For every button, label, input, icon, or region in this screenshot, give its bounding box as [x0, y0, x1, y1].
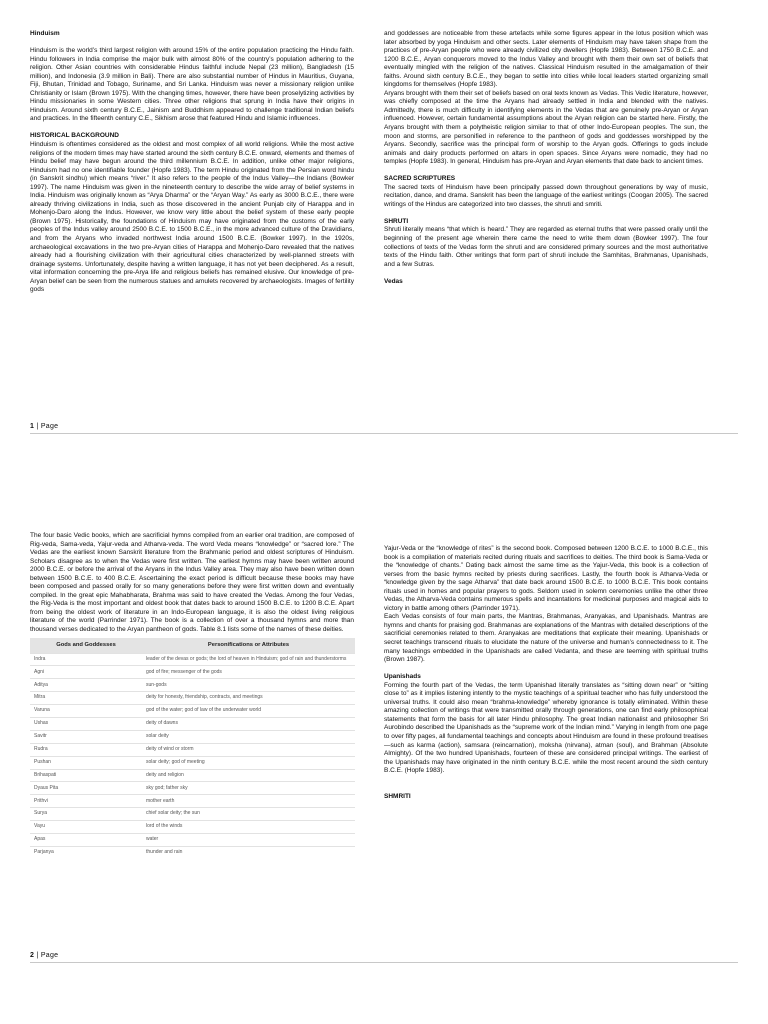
deity-name-cell: Aditya: [30, 679, 142, 692]
spacer: [30, 39, 354, 48]
deity-name-cell: Parjanya: [30, 846, 142, 858]
deity-name-cell: Mitra: [30, 692, 142, 705]
section-heading: SHRUTI: [384, 217, 409, 225]
paragraph: Yajur-Veda or the “knowledge of rites” is the second book. Composed between 1200 B.C.E. to 1000 B.C.E., this book is a compilation of materials recited during rituals and sacrifices to deities. The third book is Sama-Veda or the “knowledge of chants.” Dating back almost the same time as the Yajur-Veda, this book is a collection of verses from the basic hymns recited by priests during sacrifices. Lastly, the fourth book is Atharva-Veda or “knowledge given by the sage Atharva” that date back around 1500 B.C.E. to 1000 B.C.E. This book contains rituals used in homes and popular prayers to gods. Seldom used in solemn ceremonies unlike the other three Vedas, the Atharva-Veda contains numerous spells and incantations for medicinal purposes and magical aids to victory in battle among others (Parrinder 1971).: [384, 545, 708, 612]
table-row: [30, 718, 355, 731]
table-row: [30, 679, 355, 692]
paragraph: The sacred texts of Hinduism have been principally passed down throughout generations by way of music, recitation, dance, and drama. Sanskrit has been the language of the earliest writings (Coogan 2005). The sacred writings of the Hindus are categorized into two classes, the shruti and smriti.: [384, 183, 708, 208]
deity-name-cell: Rudra: [30, 743, 142, 756]
paragraph: Aryans brought with them their set of beliefs based on oral texts known as Vedas. This Vedic literature, however, was chiefly composed at the time the Aryans had already settled in India and blended with the natives. Admittedly, there is much difficulty in identifying elements in the Vedas that are genuinely pre-Aryan or Aryan influenced. However, certain fundamental assumptions about the Aryan religion can be started here. Firstly, the Aryans brought with them a polytheistic religion similar to that of other Indo-European peoples. The sun, the moon and storms, are personified in reference to the pantheon of gods and goddesses worshipped by the Aryans. Secondly, sacrifice was the principal form of worship to the Aryan gods. Offerings to gods include animals and dairy products performed on altars in open spaces. Since Aryans were nomadic, they had no temples (Hopfe 1983). In general, Hinduism has pre-Aryan and Aryan elements that date back to ancient times.: [384, 89, 708, 166]
table-row: [30, 808, 355, 821]
attribute-cell: deity for honesty, friendship, contracts, and meetings: [142, 692, 355, 705]
deity-name-cell: Ushas: [30, 718, 142, 731]
spacer: [384, 665, 708, 674]
deity-name-cell: Surya: [30, 808, 142, 821]
section-heading: SHMRITI: [384, 792, 411, 800]
deity-name-cell: Brihaspati: [30, 769, 142, 782]
deity-name-cell: Savitr: [30, 730, 142, 743]
attribute-cell: lord of the winds: [142, 821, 355, 834]
spacer: [384, 209, 708, 218]
paragraph: Hinduism is oftentimes considered as the oldest and most complex of all world religions. While the most active religions of the modern times may have started around the sixth century B.C.E. onward, elements and themes of Hindu belief may have begun around the third millennium B.C.E. In addition, unlike other major religions, Hinduism had no one identifiable founder (Hopfe 1983). The term Hindu originated from the Persian word hindu (in Sanskrit sindhu) which means “river.” It also refers to the people of the Indus Valley—the Indians (Bowker 1997). The name Hinduism was given in the nineteenth century to describe the wide array of belief systems in India. Hinduism was originally known as “Arya Dharma” or the “Aryan Way.” As early as 3000 B.C.E., there were already thriving civilizations in India, such as those discovered in the ancient Punjab city of Harappa and in Mohenjo-Daro along the Indus. However, we know very little about the belief system of these early people (Brown 1975). Historically, the foundations of Hinduism may have originated from the customs of the early peoples of the Indus valley around 2500 B.C.E. to 1500 B.C.E., in the more advanced culture of the Dravidians, and from the Aryans who invaded northwest India around 1500 B.C.E. (Bowker 1997). In the 1920s, archaeological excavations in the two pre-Aryan cities of Harappa and Mohenjo-Daro revealed that the natives already had a flourishing civilization with their agricultural cities characterized by well-planned streets with drainage systems. Unfortunately, despite having a written language, it has not yet been deciphered. As a result, vital information concerning the pre-Arya life and religious beliefs has remained elusive. Our knowledge of pre-Aryan belief can be seen from the numerous statues and amulets recovered by archaeologists. Images of fertility gods: [30, 141, 354, 294]
attribute-cell: sky god; father sky: [142, 782, 355, 795]
deity-name-cell: Dyaus Pita: [30, 782, 142, 795]
table-row: [30, 756, 355, 769]
page1-footer: 1 | Page: [30, 423, 59, 430]
deity-name-cell: Pushan: [30, 756, 142, 769]
paragraph: and goddesses are noticeable from these artefacts while some figures appear in the lotus position which was later absorbed by yoga Hinduism and other sects. Later elements of Hinduism may have taken shape from the practices of pre-Aryan people who were already civilized city dwellers (Hopfe 1983). Between 1750 B.C.E. and 1200 B.C.E., Aryan conquerors moved to the Indus Valley and brought with them their own set of beliefs that eventually mingled with the religion of the natives. Classical Hinduism resulted in the amalgamation of their faiths. Around sixth century B.C.E., they began to settle into cities while local leaders started organizing small kingdoms for themselves (Hopfe 1983).: [384, 30, 708, 89]
spacer: [384, 784, 708, 793]
section-heading: SACRED SCRIPTURES: [384, 175, 456, 183]
table-row: [30, 730, 355, 743]
attribute-cell: mother earth: [142, 795, 355, 808]
paragraph: Hinduism is the world’s third largest religion with around 15% of the entire population practicing the Hindu faith. Hindu followers in India comprise the major bulk with almost 80% of the country’s population adhering to the religion. Other Asian countries with considerable Hindus faithful include Nepal (23 million), Bangladesh (15 million), and Indonesia (3.9 million in Bali). There are also substantial number of Hindus in Mauritius, Guyana, Fiji, Bhutan, Trinidad and Tobago, Suriname, and Sri Lanka. Hinduism was never a missionary religion unlike Christianity or Islam (Brown 1975). With the changing times, however, there have been proselytizing activities by Hindu missionaries in some Western cities. Three other religions that sprung in India have their origins in Hinduism. Around sixth century B.C.E., Jainism and Buddhism appeared to challenge traditional Indian beliefs and practices. In the fifteenth century C.E., Sikhism arose that featured Hindu and Islamic influences.: [30, 47, 354, 123]
paragraph: The four basic Vedic books, which are sacrificial hymns compiled from an earlier oral tradition, are composed of Rig-veda, Sama-veda, Yajur-veda and Atharva-veda. The word Veda means “knowledge” or “sacred lore.” The Vedas are the earliest known Sanskrit literature from the Brahmanic period and oldest scriptures of Hinduism. Scholars disagree as to when the Vedas were first written. The earliest hymns may have been written around 2000 B.C.E. or before the arrival of the Aryans in the Indus Valley area. They may also have been written down between 1500 B.C.E. to 400 B.C.E. Ascertaining the exact period is difficult because these books may have been composed and passed orally for so many generations before they were first written down and eventually compiled. In the great epic Mahabharata, Brahma was said to have created the Vedas. Among the four Vedas, the Rig-Veda is the most important and oldest book that dates back to around 1500 B.C.E. to 1200 B.C.E. Apart from being the oldest work of literature in an Indo-European language, it is also the oldest living religious literature of the world (Parrinder 1971). The book is a collection of over a thousand hymns and more than thousand verses dedicated to the Aryan pantheon of gods. Table 8.1 lists some of the names of these deities.: [30, 532, 354, 634]
section-heading: Hinduism: [30, 30, 60, 37]
spacer: [384, 776, 708, 785]
attribute-cell: deity of wind or storm: [142, 743, 355, 756]
attribute-cell: solar deity: [142, 730, 355, 743]
table-row: [30, 692, 355, 705]
section-heading: HISTORICAL BACKGROUND: [30, 132, 119, 140]
paragraph: Shruti literally means “that which is heard.” They are regarded as eternal truths that were passed orally until the beginning of the present age wherein there came the need to write them down (Bowker 1997). The four collections of texts of the Vedas form the shruti and are considered primary sources and the most authoritative texts of the Hindu faith. Other writings that form part of shruti include the Samhitas, Brahmanas, Upanishads, and a few Sutras.: [384, 226, 708, 268]
table-row: [30, 743, 355, 756]
spacer: [30, 124, 354, 133]
page-label: Page: [40, 952, 59, 959]
deity-name-cell: Vayu: [30, 821, 142, 834]
table-row: [30, 846, 355, 858]
page2-footer: 2 | Page: [30, 952, 59, 959]
spacer: [384, 167, 708, 176]
section-heading: Vedas: [384, 277, 403, 285]
attribute-cell: leader of the devas or gods; the lord of heaven in Hinduism; god of rain and thunderstorms: [142, 653, 355, 666]
table-row: [30, 834, 355, 847]
attribute-cell: deity of dawns: [142, 718, 355, 731]
attribute-cell: water: [142, 834, 355, 847]
page2-right-column: [384, 545, 708, 801]
deity-name-cell: Apas: [30, 834, 142, 847]
page-label: Page: [40, 423, 59, 430]
attribute-cell: god of the water; god of law of the underwater world: [142, 705, 355, 718]
attribute-cell: chief solar deity; the sun: [142, 808, 355, 821]
table-row: [30, 782, 355, 795]
deity-name-cell: Agni: [30, 666, 142, 679]
attribute-cell: thunder and rain: [142, 846, 355, 858]
table-row: [30, 795, 355, 808]
page-divider: [30, 962, 738, 963]
table-row: [30, 769, 355, 782]
deity-name-cell: Indra: [30, 653, 142, 666]
deity-name-cell: Prithvi: [30, 795, 142, 808]
spacer: [384, 269, 708, 278]
attribute-cell: sun-gods: [142, 679, 355, 692]
attribute-cell: god of fire; messenger of the gods: [142, 666, 355, 679]
table-row: [30, 821, 355, 834]
attribute-cell: deity and religion: [142, 769, 355, 782]
page2-left-column: [30, 532, 354, 859]
table-row: [30, 705, 355, 718]
paragraph: Forming the fourth part of the Vedas, the term Upanishad literally translates as “sitting down near” or “sitting close to” as it implies listening intently to the mystic teachings of a spiritual teacher who has fully understood the universal truths. It could also mean “brahma-knowledge” whereby ignorance is totally eliminated. Within these amazing collection of writings that were transmitted orally through generations, one can find early philosophical statements that form the basis for all later Hindu philosophy. The great Indian nationalist and philosopher Sri Aurobindo described the Upanishads as the “supreme work of the Indian mind.” Varying in length from one page to over fifty pages, all fundamental teachings and concepts about Hinduism are found in these profound treatises—such as karma (action), samsara (reincarnation), moksha (nirvana), atman (soul), and Brahman (Absolute Almighty). Of the two hundred Upanishads, fourteen of these are considered principal writings. The earliest of the Upanishads may have originated in the ninth century B.C.E. while the most recent around the sixth century B.C.E. (Hopfe 1983).: [384, 681, 708, 775]
page-number: 1: [30, 423, 35, 430]
page-number: 2: [30, 952, 35, 959]
table-header-row: [30, 638, 355, 654]
section-heading: Upanishads: [384, 673, 421, 681]
attribute-cell: solar deity; god of meeting: [142, 756, 355, 769]
paragraph: Each Vedas consists of four main parts, the Mantras, Brahmanas, Aranyakas, and Upanishads. Mantras are hymns and chants for praising god. Brahmanas are explanations of the Mantras with detailed descriptions of the sacrificial ceremonies related to them. Aranyakas are meditations that explicate their meaning. Upanishads or secret teachings transcend rituals to elucidate the nature of the universe and human’s connectedness to it. The many teachings embedded in the Upanishads are called Vedanta, and these are teeming with spiritual truths (Brown 1987).: [384, 613, 708, 664]
deity-name-cell: Varuna: [30, 705, 142, 718]
page1-right-column: [384, 30, 708, 286]
table-row: [30, 666, 355, 679]
table-row: [30, 653, 355, 666]
column-header: Personifications or Attributes: [142, 638, 355, 654]
page-divider: [30, 433, 738, 434]
page1-left-column: [30, 30, 354, 295]
column-header: Gods and Goddesses: [30, 638, 142, 654]
gods-table: [30, 638, 355, 859]
